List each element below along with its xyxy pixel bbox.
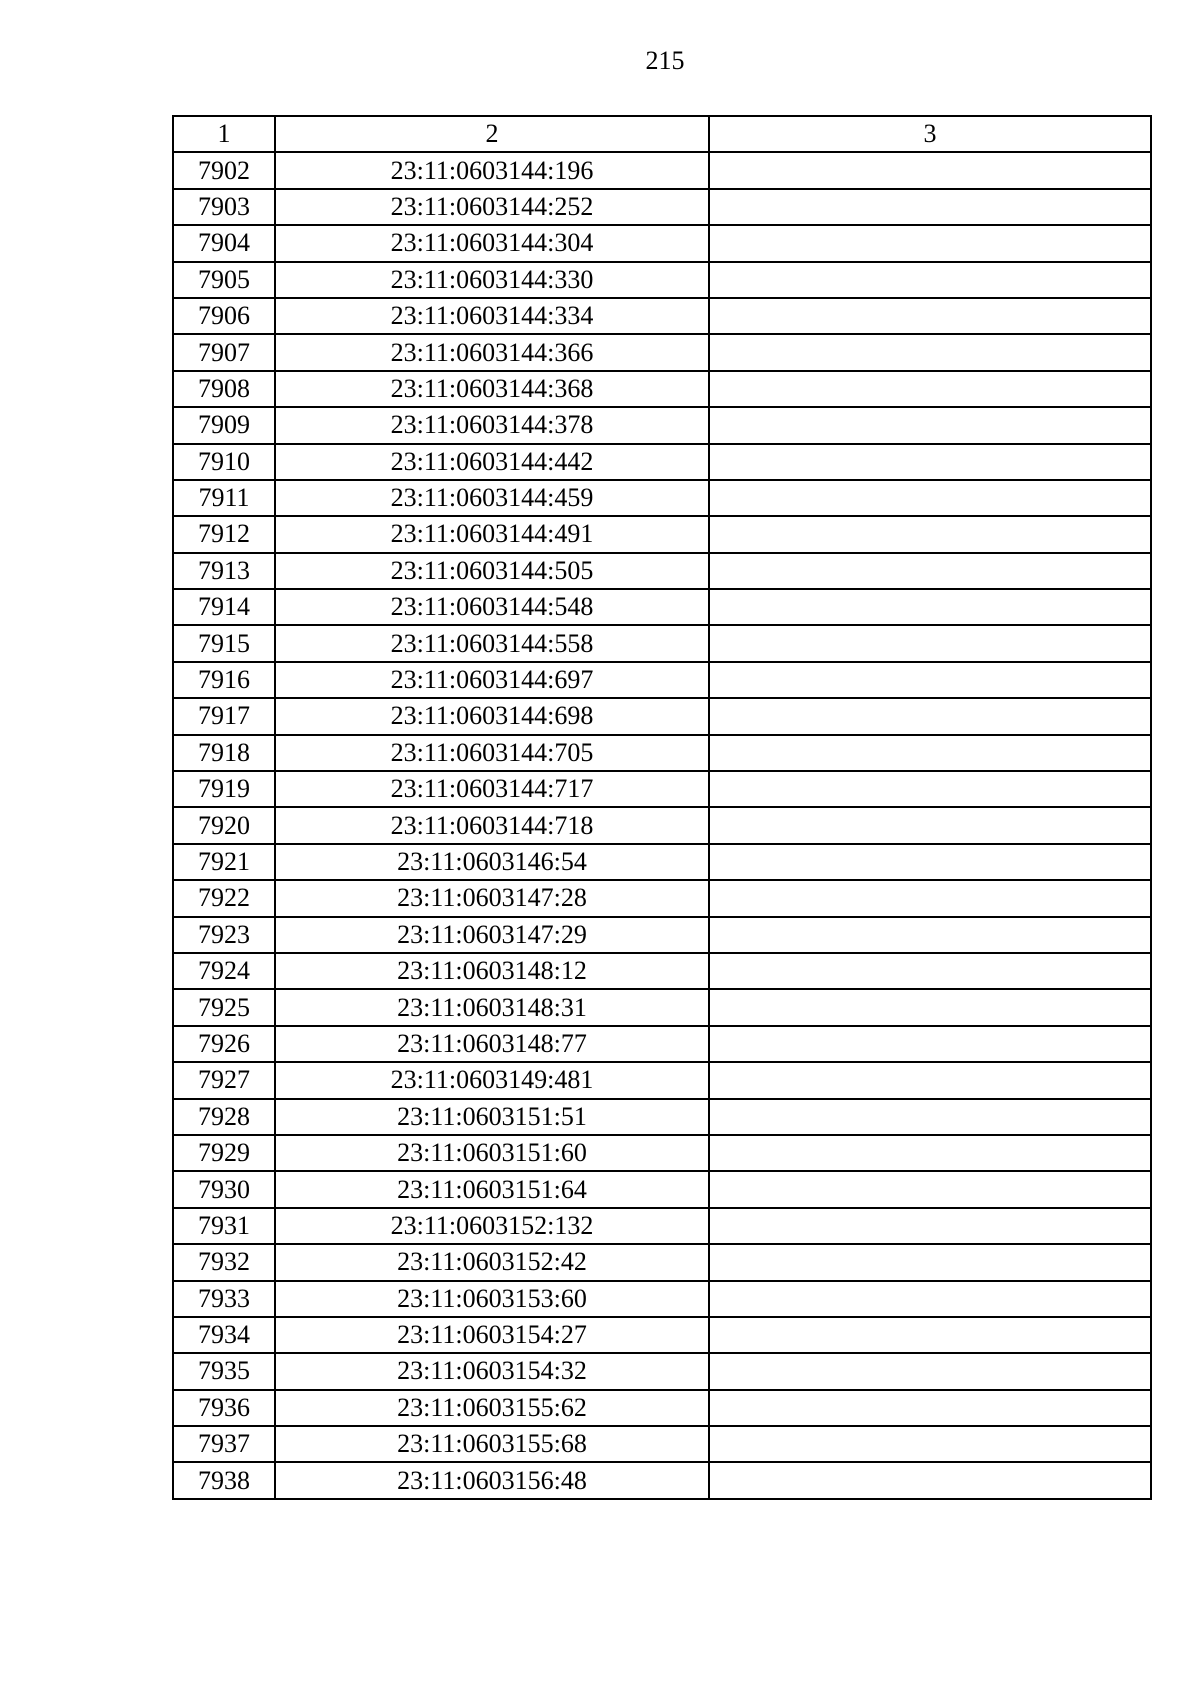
note-cell [709, 1135, 1151, 1171]
table-row [173, 444, 1151, 480]
table-row [173, 1390, 1151, 1426]
table-row [173, 1062, 1151, 1098]
note-cell [709, 480, 1151, 516]
note-cell [709, 262, 1151, 298]
cadastral-number-cell: 23:11:0603144:330 [275, 262, 709, 298]
note-cell [709, 1171, 1151, 1207]
note-cell [709, 844, 1151, 880]
note-cell [709, 953, 1151, 989]
note-cell [709, 1281, 1151, 1317]
cadastral-number-cell: 23:11:0603151:51 [275, 1099, 709, 1135]
note-cell [709, 1426, 1151, 1462]
note-cell [709, 334, 1151, 370]
table-row [173, 1244, 1151, 1280]
table-row [173, 698, 1151, 734]
cadastral-number-cell: 23:11:0603144:459 [275, 480, 709, 516]
row-number-cell: 7920 [173, 807, 275, 843]
cadastral-number-cell: 23:11:0603144:442 [275, 444, 709, 480]
column-header-2: 2 [275, 116, 709, 152]
table-row [173, 480, 1151, 516]
row-number-cell: 7932 [173, 1244, 275, 1280]
note-cell [709, 516, 1151, 552]
table-row [173, 298, 1151, 334]
table-row [173, 771, 1151, 807]
cadastral-number-cell: 23:11:0603149:481 [275, 1062, 709, 1098]
row-number-cell: 7907 [173, 334, 275, 370]
row-number-cell: 7929 [173, 1135, 275, 1171]
row-number-cell: 7937 [173, 1426, 275, 1462]
note-cell [709, 407, 1151, 443]
table-row [173, 1208, 1151, 1244]
table-row [173, 1462, 1151, 1498]
note-cell [709, 1208, 1151, 1244]
cadastral-number-cell: 23:11:0603155:68 [275, 1426, 709, 1462]
cadastral-number-cell: 23:11:0603156:48 [275, 1462, 709, 1498]
note-cell [709, 152, 1151, 188]
note-cell [709, 662, 1151, 698]
cadastral-number-cell: 23:11:0603146:54 [275, 844, 709, 880]
column-header-3: 3 [709, 116, 1151, 152]
cadastral-number-cell: 23:11:0603144:378 [275, 407, 709, 443]
row-number-cell: 7910 [173, 444, 275, 480]
cadastral-number-cell: 23:11:0603144:505 [275, 553, 709, 589]
table-row [173, 407, 1151, 443]
row-number-cell: 7935 [173, 1353, 275, 1389]
table-row [173, 553, 1151, 589]
note-cell [709, 698, 1151, 734]
table-row [173, 516, 1151, 552]
note-cell [709, 1390, 1151, 1426]
cadastral-number-cell: 23:11:0603151:64 [275, 1171, 709, 1207]
note-cell [709, 1462, 1151, 1498]
row-number-cell: 7922 [173, 880, 275, 916]
cadastral-number-cell: 23:11:0603144:698 [275, 698, 709, 734]
cadastral-number-cell: 23:11:0603144:252 [275, 189, 709, 225]
note-cell [709, 1317, 1151, 1353]
cadastral-number-cell: 23:11:0603154:27 [275, 1317, 709, 1353]
table-row [173, 1171, 1151, 1207]
table-row [173, 953, 1151, 989]
row-number-cell: 7923 [173, 917, 275, 953]
table-row [173, 1317, 1151, 1353]
note-cell [709, 989, 1151, 1025]
row-number-cell: 7936 [173, 1390, 275, 1426]
table-row [173, 625, 1151, 661]
row-number-cell: 7924 [173, 953, 275, 989]
cadastral-number-cell: 23:11:0603144:366 [275, 334, 709, 370]
cadastral-number-cell: 23:11:0603144:304 [275, 225, 709, 261]
note-cell [709, 1062, 1151, 1098]
row-number-cell: 7930 [173, 1171, 275, 1207]
row-number-cell: 7912 [173, 516, 275, 552]
table-body [173, 116, 1151, 1499]
note-cell [709, 625, 1151, 661]
row-number-cell: 7909 [173, 407, 275, 443]
row-number-cell: 7921 [173, 844, 275, 880]
cadastral-number-cell: 23:11:0603144:697 [275, 662, 709, 698]
cadastral-number-cell: 23:11:0603144:368 [275, 371, 709, 407]
row-number-cell: 7913 [173, 553, 275, 589]
cadastral-number-cell: 23:11:0603151:60 [275, 1135, 709, 1171]
row-number-cell: 7916 [173, 662, 275, 698]
note-cell [709, 917, 1151, 953]
row-number-cell: 7914 [173, 589, 275, 625]
note-cell [709, 444, 1151, 480]
table-row [173, 880, 1151, 916]
row-number-cell: 7903 [173, 189, 275, 225]
cadastral-number-cell: 23:11:0603144:717 [275, 771, 709, 807]
table-header-row [173, 116, 1151, 152]
table-row [173, 1026, 1151, 1062]
table-row [173, 1426, 1151, 1462]
cadastral-number-cell: 23:11:0603148:77 [275, 1026, 709, 1062]
row-number-cell: 7938 [173, 1462, 275, 1498]
table-row [173, 1281, 1151, 1317]
table-row [173, 371, 1151, 407]
cadastral-number-cell: 23:11:0603144:558 [275, 625, 709, 661]
note-cell [709, 1244, 1151, 1280]
row-number-cell: 7904 [173, 225, 275, 261]
note-cell [709, 553, 1151, 589]
cadastral-number-cell: 23:11:0603144:196 [275, 152, 709, 188]
table-row [173, 662, 1151, 698]
registry-table [172, 115, 1152, 1500]
table-row [173, 262, 1151, 298]
table-row [173, 989, 1151, 1025]
table-row [173, 152, 1151, 188]
note-cell [709, 735, 1151, 771]
row-number-cell: 7926 [173, 1026, 275, 1062]
cadastral-number-cell: 23:11:0603147:29 [275, 917, 709, 953]
note-cell [709, 1353, 1151, 1389]
table-row [173, 189, 1151, 225]
cadastral-number-cell: 23:11:0603144:491 [275, 516, 709, 552]
note-cell [709, 298, 1151, 334]
cadastral-number-cell: 23:11:0603144:718 [275, 807, 709, 843]
table-row [173, 1099, 1151, 1135]
cadastral-number-cell: 23:11:0603147:28 [275, 880, 709, 916]
note-cell [709, 225, 1151, 261]
note-cell [709, 1099, 1151, 1135]
row-number-cell: 7927 [173, 1062, 275, 1098]
cadastral-number-cell: 23:11:0603152:42 [275, 1244, 709, 1280]
cadastral-number-cell: 23:11:0603144:334 [275, 298, 709, 334]
note-cell [709, 189, 1151, 225]
row-number-cell: 7917 [173, 698, 275, 734]
row-number-cell: 7934 [173, 1317, 275, 1353]
table-row [173, 1135, 1151, 1171]
table-row [173, 735, 1151, 771]
table-row [173, 1353, 1151, 1389]
table-row [173, 334, 1151, 370]
cadastral-number-cell: 23:11:0603148:31 [275, 989, 709, 1025]
row-number-cell: 7918 [173, 735, 275, 771]
row-number-cell: 7925 [173, 989, 275, 1025]
note-cell [709, 771, 1151, 807]
note-cell [709, 1026, 1151, 1062]
cadastral-number-cell: 23:11:0603144:548 [275, 589, 709, 625]
note-cell [709, 880, 1151, 916]
note-cell [709, 807, 1151, 843]
row-number-cell: 7928 [173, 1099, 275, 1135]
cadastral-number-cell: 23:11:0603152:132 [275, 1208, 709, 1244]
table-row [173, 807, 1151, 843]
row-number-cell: 7906 [173, 298, 275, 334]
note-cell [709, 371, 1151, 407]
row-number-cell: 7902 [173, 152, 275, 188]
row-number-cell: 7931 [173, 1208, 275, 1244]
note-cell [709, 589, 1151, 625]
row-number-cell: 7905 [173, 262, 275, 298]
table-row [173, 844, 1151, 880]
cadastral-number-cell: 23:11:0603155:62 [275, 1390, 709, 1426]
cadastral-number-cell: 23:11:0603153:60 [275, 1281, 709, 1317]
page-number: 215 [645, 46, 685, 75]
row-number-cell: 7933 [173, 1281, 275, 1317]
table-row [173, 917, 1151, 953]
row-number-cell: 7919 [173, 771, 275, 807]
table-row [173, 589, 1151, 625]
row-number-cell: 7915 [173, 625, 275, 661]
column-header-1: 1 [173, 116, 275, 152]
table-row [173, 225, 1151, 261]
row-number-cell: 7908 [173, 371, 275, 407]
row-number-cell: 7911 [173, 480, 275, 516]
cadastral-number-cell: 23:11:0603154:32 [275, 1353, 709, 1389]
cadastral-number-cell: 23:11:0603148:12 [275, 953, 709, 989]
cadastral-number-cell: 23:11:0603144:705 [275, 735, 709, 771]
